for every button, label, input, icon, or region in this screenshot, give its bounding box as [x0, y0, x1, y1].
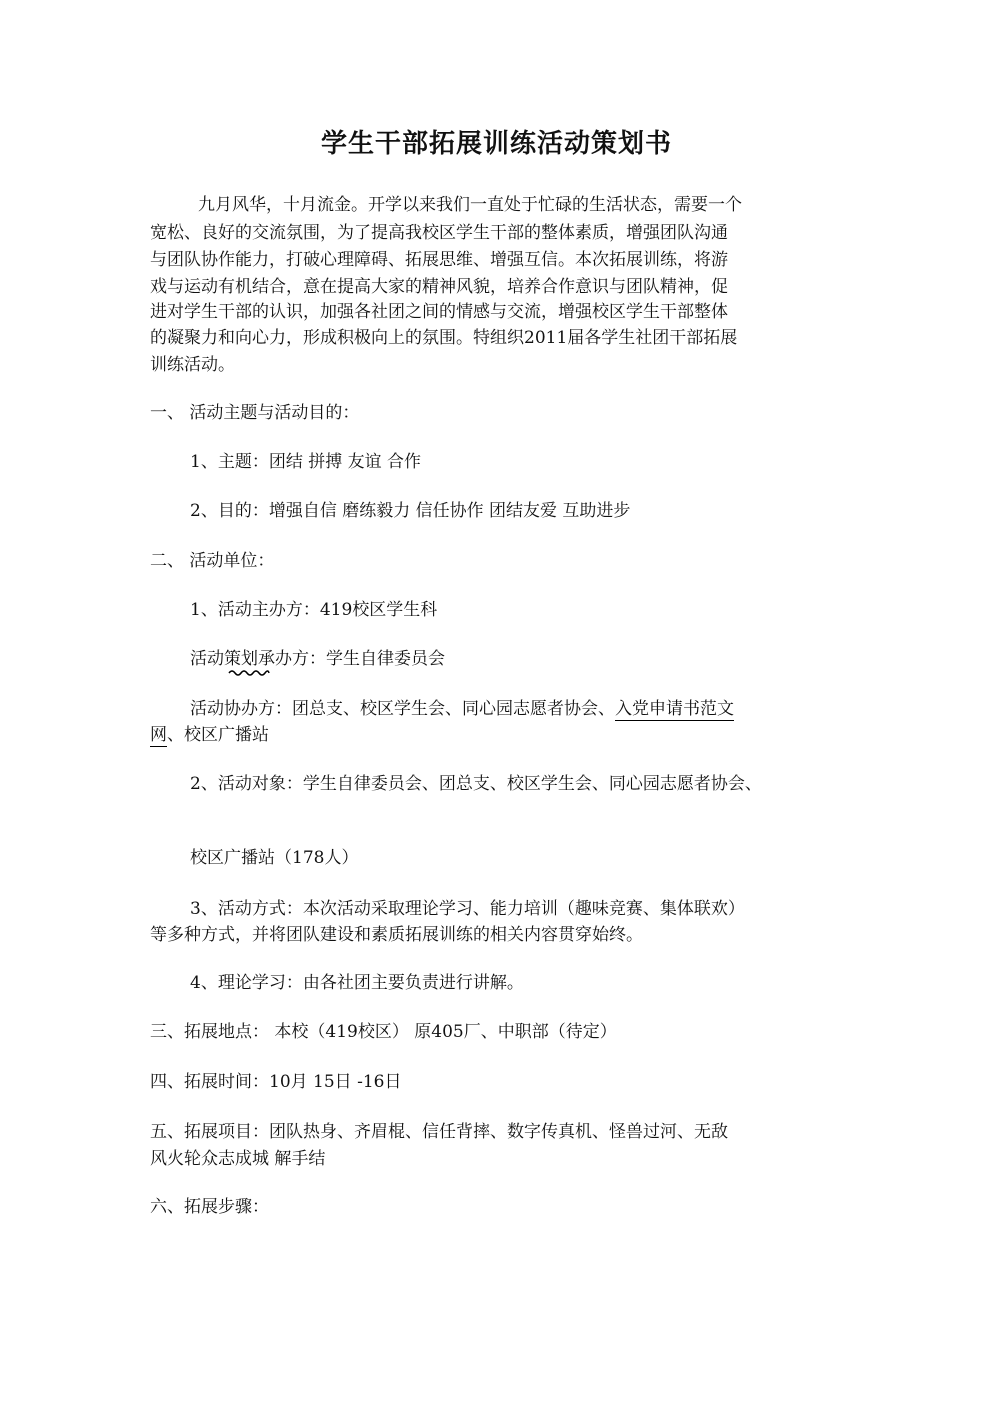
coorganizer-prefix: 活动协办方：团总支、校区学生会、同心园志愿者协会、: [190, 699, 615, 719]
host-line: 1、活动主办方：419校区学生科: [190, 600, 438, 620]
intro-line: 进对学生干部的认识，加强各社团之间的情感与交流，增强校区学生干部整体: [150, 302, 728, 322]
coorganizer-link[interactable]: 入党申请书范文: [615, 699, 734, 719]
intro-line: 宽松、良好的交流氛围，为了提高我校区学生干部的整体素质，增强团队沟通: [150, 223, 728, 243]
document-title: 学生干部拓展训练活动策划书: [320, 129, 672, 159]
section5-line: 五、拓展项目：团队热身、齐眉棍、信任背摔、数字传真机、怪兽过河、无敌: [150, 1122, 728, 1142]
method-line: 3、活动方式：本次活动采取理论学习、能力培训（趣味竞赛、集体联欢）: [190, 899, 745, 919]
method-line-cont: 等多种方式，并将团队建设和素质拓展训练的相关内容贯穿始终。: [150, 925, 643, 945]
organizer-line: 活动策划承办方：学生自律委员会: [190, 649, 445, 669]
targets-line: 2、活动对象：学生自律委员会、团总支、校区学生会、同心园志愿者协会、: [190, 774, 762, 794]
section2-heading: 二、 活动单位：: [150, 551, 275, 571]
targets-line-cont: 校区广播站（178人）: [190, 848, 359, 868]
goal-line: 2、目的：增强自信 磨练毅力 信任协作 团结友爱 互助进步: [190, 501, 631, 521]
coorganizer-suffix: 、校区广播站: [167, 725, 269, 745]
intro-line: 训练活动。: [150, 355, 235, 375]
intro-line: 九月风华，十月流金。开学以来我们一直处于忙碌的生活状态，需要一个: [198, 195, 742, 215]
coorganizer-line: [190, 698, 734, 720]
spellcheck-squiggle: [228, 668, 270, 676]
coorganizer-link-cont[interactable]: 网: [150, 725, 167, 745]
theory-line: 4、理论学习：由各社团主要负责进行讲解。: [190, 973, 524, 993]
theme-line: 1、主题：团结 拼搏 友谊 合作: [190, 452, 422, 472]
intro-line: 的凝聚力和向心力，形成积极向上的氛围。特组织2011届各学生社团干部拓展: [150, 328, 738, 348]
section1-heading: 一、 活动主题与活动目的：: [150, 403, 360, 423]
intro-line: 与团队协作能力，打破心理障碍、拓展思维、增强互信。本次拓展训练，将游: [150, 250, 728, 270]
section4-line: 四、拓展时间：10月 15日 -16日: [150, 1072, 402, 1092]
section6-heading: 六、拓展步骤：: [150, 1197, 269, 1217]
section3-line: 三、拓展地点： 本校（419校区） 原405厂、中职部（待定）: [150, 1022, 617, 1042]
intro-line: 戏与运动有机结合，意在提高大家的精神风貌，培养合作意识与团队精神，促: [150, 277, 728, 297]
coorganizer-line-cont: [150, 724, 269, 746]
section5-line-cont: 风火轮众志成城 解手结: [150, 1149, 326, 1169]
